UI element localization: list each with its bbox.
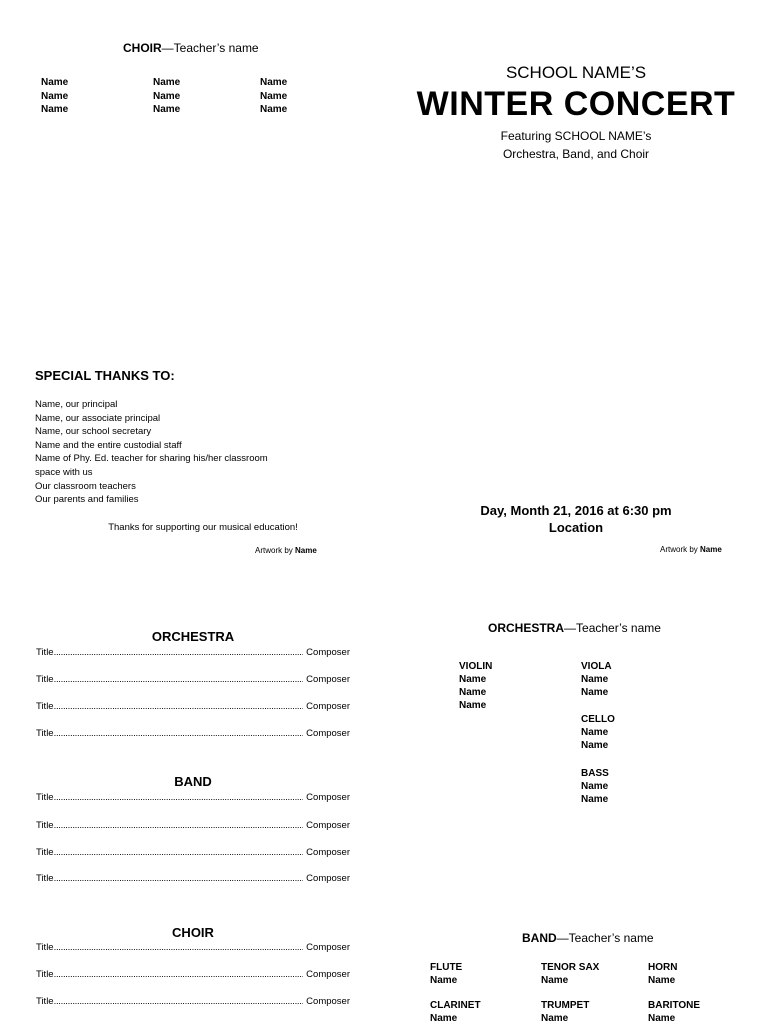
roster-name: Name: [430, 975, 458, 986]
bass-section: [581, 767, 609, 806]
instrument-label: TENOR SAX: [541, 962, 600, 973]
roster-name: Name: [260, 104, 288, 115]
thanks-line: Our classroom teachers: [35, 480, 136, 492]
artwork-prefix: Artwork by: [660, 545, 698, 554]
tenor-sax-section: [541, 961, 599, 987]
roster-name: Name: [153, 90, 181, 102]
roster-name: Name: [581, 674, 609, 685]
roster-name: Name: [648, 1013, 676, 1024]
event-info: [400, 502, 752, 536]
roster-name: Name: [581, 687, 609, 698]
roster-name: Name: [153, 77, 181, 88]
violin-section: [459, 660, 492, 712]
instrument-label: FLUTE: [430, 962, 463, 973]
thanks-line: Our parents and families: [35, 494, 139, 506]
instrument-label: BASS: [581, 768, 609, 779]
cover-artwork-credit: [660, 545, 722, 554]
roster-name: Name: [41, 90, 69, 102]
cover-featuring: Featuring SCHOOL NAME’s: [500, 129, 652, 143]
roster-name: Name: [459, 700, 487, 711]
program-entry: Title ..... Composer: [36, 873, 350, 884]
band-roster-label: BAND: [522, 931, 557, 945]
roster-name: Name: [459, 687, 487, 698]
flute-section: [430, 961, 462, 987]
program-heading-choir: CHOIR: [172, 925, 214, 940]
orchestra-roster-header: [488, 621, 661, 635]
program-entry: Title ..... Composer: [36, 942, 350, 953]
thanks-closing: Thanks for supporting our musical education!: [108, 522, 298, 533]
program-heading-orchestra: ORCHESTRA: [151, 629, 235, 644]
thanks-line: Name, our principal: [35, 399, 118, 410]
instrument-label: TRUMPET: [541, 1000, 590, 1011]
cover-title: WINTER CONCERT: [416, 85, 736, 123]
clarinet-section: [430, 999, 481, 1025]
instrument-label: VIOLA: [581, 661, 612, 672]
roster-name: Name: [153, 104, 181, 115]
program-entry: Title ..... Composer: [36, 969, 350, 980]
thanks-heading: SPECIAL THANKS TO:: [35, 368, 175, 383]
cover-school: SCHOOL NAME’S: [505, 63, 647, 82]
roster-name: Name: [459, 674, 487, 685]
thanks-line: Name, our school secretary: [35, 426, 152, 438]
choir-roster-col-3: [260, 76, 287, 117]
roster-name: Name: [260, 90, 288, 102]
choir-roster-col-1: [41, 76, 68, 117]
thanks-line: Name of Phy. Ed. teacher for sharing his/her classroom: [35, 453, 268, 465]
cello-section: [581, 713, 615, 752]
band-roster-header: [522, 931, 654, 945]
roster-name: Name: [581, 740, 609, 751]
program-entry: Title ..... Composer: [36, 701, 350, 712]
program-entry: Title ..... Composer: [36, 996, 350, 1007]
thanks-list: [35, 398, 335, 507]
choir-roster-col-2: [153, 76, 180, 117]
program-entry: Title ..... Composer: [36, 792, 350, 803]
trumpet-section: [541, 999, 589, 1025]
artwork-prefix: Artwork by: [255, 546, 293, 555]
program-entry: Title ..... Composer: [36, 674, 350, 685]
orchestra-roster-label: ORCHESTRA: [488, 621, 565, 635]
event-date: Day, Month 21, 2016 at 6:30 pm: [480, 503, 672, 518]
program-entry: Title ..... Composer: [36, 728, 350, 739]
instrument-label: CLARINET: [430, 1000, 481, 1011]
choir-roster-label: CHOIR: [123, 41, 162, 55]
artwork-name: Name: [295, 546, 317, 555]
roster-name: Name: [581, 727, 609, 738]
roster-name: Name: [581, 781, 609, 792]
instrument-label: BARITONE: [648, 1000, 701, 1011]
roster-name: Name: [648, 975, 676, 986]
roster-name: Name: [260, 77, 288, 88]
horn-section: [648, 961, 677, 987]
roster-name: Name: [41, 104, 69, 115]
choir-roster-header: [123, 41, 259, 55]
cover: [400, 62, 752, 163]
choir-roster-teacher: —Teacher’s name: [161, 41, 259, 55]
roster-name: Name: [41, 77, 69, 88]
thanks-line: space with us: [35, 466, 93, 478]
program-heading-band: BAND: [174, 774, 212, 789]
instrument-label: CELLO: [581, 714, 615, 725]
viola-section: [581, 660, 612, 699]
instrument-label: HORN: [648, 962, 678, 973]
roster-name: Name: [430, 1013, 458, 1024]
program-entry: Title ..... Composer: [36, 647, 350, 658]
band-roster-teacher: —Teacher’s name: [556, 931, 654, 945]
instrument-label: VIOLIN: [459, 661, 493, 672]
roster-name: Name: [541, 975, 569, 986]
roster-name: Name: [541, 1013, 569, 1024]
event-location: Location: [548, 520, 604, 535]
thanks-line: Name and the entire custodial staff: [35, 439, 182, 451]
orchestra-roster-teacher: —Teacher’s name: [564, 621, 661, 635]
program-entry: Title ..... Composer: [36, 820, 350, 831]
roster-name: Name: [581, 794, 609, 805]
artwork-name: Name: [700, 545, 722, 554]
thanks-line: Name, our associate principal: [35, 412, 161, 424]
cover-groups: Orchestra, Band, and Choir: [502, 147, 650, 161]
baritone-section: [648, 999, 700, 1025]
program-entry: Title ..... Composer: [36, 847, 350, 858]
thanks-artwork-credit: [255, 546, 317, 555]
